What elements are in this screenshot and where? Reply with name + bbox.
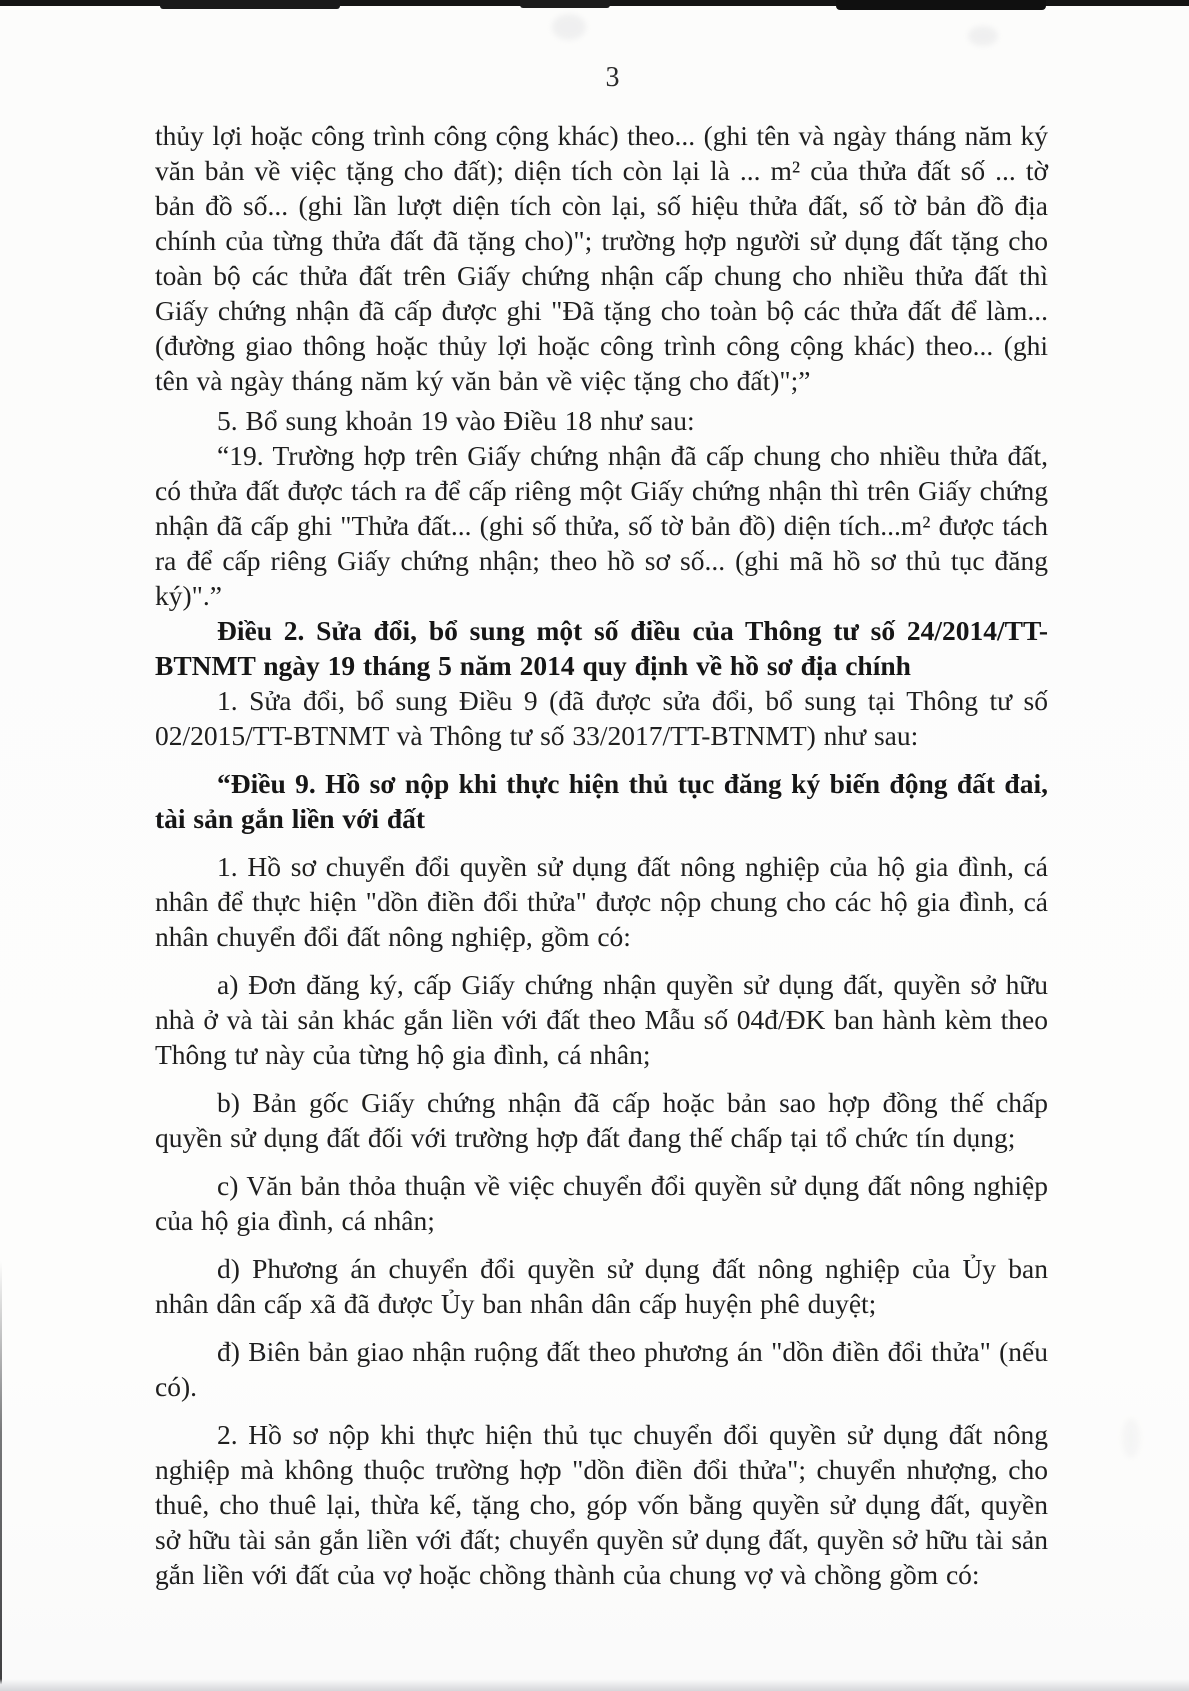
scan-smudge (968, 26, 998, 46)
point-dd: đ) Biên bản giao nhận ruộng đất theo phương án "dồn điền đổi thửa" (nếu có). (155, 1336, 1048, 1402)
article-9-heading: “Điều 9. Hồ sơ nộp khi thực hiện thủ tục đăng ký biến động đất đai, tài sản gắn liền với đất (155, 768, 1048, 834)
clause-5-heading: 5. Bổ sung khoản 19 vào Điều 18 như sau: (217, 405, 695, 436)
clause-2-dossier: 2. Hồ sơ nộp khi thực hiện thủ tục chuyển đổi quyền sử dụng đất nông nghiệp mà không thuộc trường hợp "dồn điền đổi thửa"; chuyển nhượng, cho thuê, cho thuê lại, thừa kế, tặng cho, góp vốn bằng quyền sử dụng đất, quyền sở hữu tài sản gắn liền với đất; chuyển quyền sử dụng đất, quyền sở hữu tài sản gắn liền với đất của vợ hoặc chồng thành của chung vợ và chồng gồm có: (155, 1419, 1048, 1590)
scan-artifact-top-blob (836, 0, 1046, 10)
scan-artifact-top-blob (520, 0, 610, 8)
page-number: 3 (605, 62, 620, 93)
scan-smudge (1122, 1418, 1140, 1458)
scan-artifact-left-edge (0, 1261, 2, 1691)
scan-smudge (552, 14, 586, 40)
document-body (155, 118, 1048, 1592)
clause-1-dossier: 1. Hồ sơ chuyển đổi quyền sử dụng đất nông nghiệp của hộ gia đình, cá nhân để thực hiện "dồn điền đổi thửa" được nộp chung cho các hộ gia đình, cá nhân chuyển đổi đất nông nghiệp, gồm có: (155, 851, 1048, 952)
point-a: a) Đơn đăng ký, cấp Giấy chứng nhận quyền sử dụng đất, quyền sở hữu nhà ở và tài sản khác gắn liền với đất theo Mẫu số 04đ/ĐK ban hành kèm theo Thông tư này của từng hộ gia đình, cá nhân; (155, 969, 1048, 1070)
clause-1-amendment: 1. Sửa đổi, bổ sung Điều 9 (đã được sửa đổi, bổ sung tại Thông tư số 02/2015/TT-BTNMT và Thông tư số 33/2017/TT-BTNMT) như sau: (155, 685, 1048, 751)
quoted-clause-19: “19. Trường hợp trên Giấy chứng nhận đã cấp chung cho nhiều thửa đất, có thửa đất được tách ra để cấp riêng một Giấy chứng nhận thì trên Giấy chứng nhận đã cấp ghi "Thửa đất... (ghi số thửa, số tờ bản đồ) diện tích...m² được tách ra để cấp riêng Giấy chứng nhận; theo hồ sơ số... (ghi mã hồ sơ thủ tục đăng ký)".” (155, 440, 1048, 611)
article-2-heading: Điều 2. Sửa đổi, bổ sung một số điều của Thông tư số 24/2014/TT-​BTNMT ngày 19 tháng 5 năm 2014 quy định về hồ sơ địa chính (155, 615, 1048, 681)
point-c: c) Văn bản thỏa thuận về việc chuyển đổi quyền sử dụng đất nông nghiệp của hộ gia đình, cá nhân; (155, 1170, 1048, 1236)
scan-artifact-bottom-band (0, 1679, 1189, 1691)
point-d: d) Phương án chuyển đổi quyền sử dụng đất nông nghiệp của Ủy ban nhân dân cấp xã đã được Ủy ban nhân dân cấp huyện phê duyệt; (155, 1253, 1048, 1319)
scan-artifact-top-blob (160, 0, 340, 9)
paragraph-continuation: thủy lợi hoặc công trình công cộng khác) theo... (ghi tên và ngày tháng năm ký văn bản về việc tặng cho đất); diện tích còn lại là ... m² của thửa đất số ... tờ bản đồ số... (ghi lần lượt diện tích còn lại, số hiệu thửa đất, số tờ bản đồ địa chính của từng thửa đất đã tặng cho)"; trường hợp người sử dụng đất tặng cho toàn bộ các thửa đất trên Giấy chứng nhận cấp chung cho nhiều thửa đất thì Giấy chứng nhận đã cấp được ghi "Đã tặng cho toàn bộ các thửa đất để làm... (đường giao thông hoặc thủy lợi hoặc công trình công cộng khác) theo... (ghi tên và ngày tháng năm ký văn bản về việc tặng cho đất)";” (155, 120, 1048, 396)
point-b: b) Bản gốc Giấy chứng nhận đã cấp hoặc bản sao hợp đồng thế chấp quyền sử dụng đất đối với trường hợp đất đang thế chấp tại tổ chức tín dụng; (155, 1087, 1048, 1153)
